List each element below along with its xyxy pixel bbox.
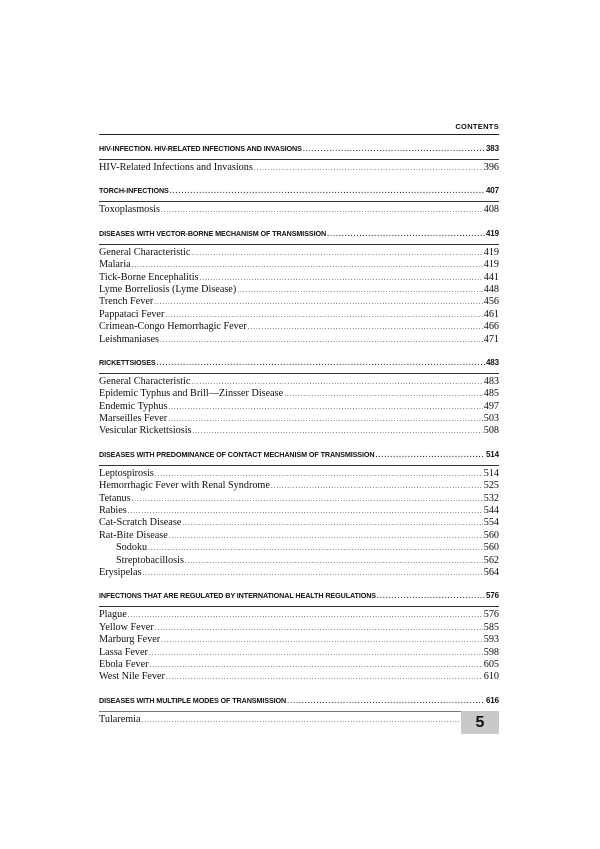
entry-label: Crimean-Congo Hemorrhagic Fever <box>99 321 247 333</box>
entry-page: 408 <box>483 204 499 216</box>
dot-leader <box>128 609 483 621</box>
dot-leader <box>142 714 483 726</box>
toc-entry[interactable] <box>99 659 499 671</box>
entry-page: 560 <box>483 529 499 541</box>
entry-label: Tularemia <box>99 713 141 725</box>
dot-leader <box>193 425 483 437</box>
toc-entry[interactable] <box>99 401 499 413</box>
entry-label: Lassa Fever <box>99 646 148 658</box>
entry-page: 483 <box>483 375 499 387</box>
dot-leader <box>168 401 482 413</box>
toc-entry[interactable] <box>99 530 499 542</box>
toc-section-hiv <box>99 144 499 174</box>
section-title: INFECTIONS THAT ARE REGULATED BY INTERNATIONAL HEALTH REGULATIONS <box>99 591 376 601</box>
entry-label: General Characteristic <box>99 375 191 387</box>
toc-entry[interactable] <box>99 284 499 296</box>
dot-leader <box>254 162 483 174</box>
entry-label: Toxoplasmosis <box>99 204 160 216</box>
section-heading[interactable] <box>99 229 499 245</box>
dot-leader <box>132 259 483 271</box>
section-page: 419 <box>485 228 499 238</box>
toc-entry[interactable] <box>99 671 499 683</box>
entry-page: 562 <box>483 554 499 566</box>
section-title: DISEASES WITH PREDOMINANCE OF CONTACT MECHANISM OF TRANSMISSION <box>99 449 375 459</box>
toc-entry[interactable] <box>99 247 499 259</box>
toc-entry[interactable] <box>99 204 499 216</box>
dot-leader <box>142 567 482 579</box>
section-heading[interactable] <box>99 186 499 202</box>
dot-leader <box>327 231 485 238</box>
entry-page: 598 <box>483 646 499 658</box>
section-page: 383 <box>485 144 499 153</box>
footer-rule <box>99 711 499 712</box>
section-page: 576 <box>485 591 499 601</box>
dot-leader <box>287 698 485 705</box>
toc-subentry[interactable] <box>99 542 499 554</box>
entry-page: 485 <box>483 388 499 400</box>
entry-label: Trench Fever <box>99 296 154 308</box>
entry-label: Endemic Typhus <box>99 400 168 412</box>
dot-leader <box>128 505 483 517</box>
section-heading[interactable] <box>99 591 499 607</box>
entry-page: 610 <box>483 671 499 683</box>
entry-page: 514 <box>483 467 499 479</box>
entry-label: Vesicular Rickettsiosis <box>99 425 192 437</box>
dot-leader <box>148 542 483 554</box>
section-page: 483 <box>485 357 499 367</box>
entry-page: 605 <box>483 658 499 670</box>
dot-leader <box>169 530 483 542</box>
toc-entry[interactable] <box>99 567 499 579</box>
toc-section-vector-borne <box>99 229 499 346</box>
dot-leader <box>150 659 483 671</box>
dot-leader <box>237 284 483 296</box>
toc-section-rickettsioses <box>99 358 499 438</box>
toc-entry[interactable] <box>99 272 499 284</box>
entry-page: 508 <box>483 425 499 437</box>
toc-entry[interactable] <box>99 296 499 308</box>
entry-label: Pappataci Fever <box>99 308 165 320</box>
entry-page: 441 <box>483 271 499 283</box>
entry-label: Marseilles Fever <box>99 413 168 425</box>
entry-page: 471 <box>483 333 499 345</box>
toc-section-contact <box>99 450 499 580</box>
entry-page: 456 <box>483 296 499 308</box>
entry-label: Erysipelas <box>99 566 142 578</box>
entry-page: 448 <box>483 283 499 295</box>
section-title: DISEASES WITH VECTOR-BORNE MECHANISM OF TRANSMISSION <box>99 228 327 238</box>
entry-page: 419 <box>483 259 499 271</box>
entry-label: Streptobacillosis <box>116 554 184 566</box>
toc-entry[interactable] <box>99 425 499 437</box>
entry-label: Epidemic Typhus and Brill—Zinsser Disease <box>99 388 284 400</box>
dot-leader <box>375 452 484 459</box>
entry-page: 525 <box>483 480 499 492</box>
entry-label: Rabies <box>99 505 127 517</box>
entry-label: Ebola Fever <box>99 658 149 670</box>
entry-page: 396 <box>483 162 499 173</box>
dot-leader <box>284 388 483 400</box>
entry-label: Yellow Fever <box>99 621 154 633</box>
dot-leader <box>191 376 482 388</box>
dot-leader <box>155 468 483 480</box>
section-title: TORCH-INFECTIONS <box>99 186 169 196</box>
section-page: 407 <box>485 186 499 196</box>
toc-entry[interactable] <box>99 634 499 646</box>
dot-leader <box>132 493 483 505</box>
toc-entry[interactable] <box>99 609 499 621</box>
entry-page: 585 <box>483 621 499 633</box>
section-title: DISEASES WITH MULTIPLE MODES OF TRANSMISSION <box>99 695 287 705</box>
dot-leader <box>248 321 483 333</box>
dot-leader <box>191 247 482 259</box>
dot-leader <box>182 517 482 529</box>
table-of-contents <box>99 144 499 738</box>
entry-label: Tick-Borne Encephalitis <box>99 271 199 283</box>
entry-label: Marburg Fever <box>99 634 161 646</box>
section-heading[interactable] <box>99 696 499 712</box>
entry-page: 576 <box>483 609 499 621</box>
entry-page: 564 <box>483 566 499 578</box>
dot-leader <box>161 634 483 646</box>
section-page: 616 <box>485 695 499 705</box>
dot-leader <box>200 272 483 284</box>
entry-page: 503 <box>483 413 499 425</box>
toc-entry[interactable] <box>99 388 499 400</box>
dot-leader <box>157 360 485 367</box>
toc-entry[interactable] <box>99 505 499 517</box>
entry-page: 593 <box>483 634 499 646</box>
section-title: RICKETTSIOSES <box>99 357 156 367</box>
toc-entry[interactable] <box>99 334 499 346</box>
dot-leader <box>149 647 483 659</box>
section-heading[interactable] <box>99 144 499 160</box>
entry-label: HIV-Related Infections and Invasions <box>99 162 253 173</box>
toc-entry[interactable] <box>99 162 499 174</box>
entry-page: 532 <box>483 492 499 504</box>
entry-page: 560 <box>483 542 499 554</box>
toc-entry[interactable] <box>99 517 499 529</box>
page-number-badge: 5 <box>461 711 499 734</box>
running-head: CONTENTS <box>455 122 499 131</box>
toc-entry[interactable] <box>99 647 499 659</box>
toc-entry[interactable] <box>99 376 499 388</box>
section-title: HIV-INFECTION. HIV-RELATED INFECTIONS AND INVASIONS <box>99 144 302 153</box>
entry-label: Sodoku <box>116 542 148 554</box>
toc-entry[interactable] <box>99 714 499 726</box>
entry-label: Tetanus <box>99 492 131 504</box>
toc-entry[interactable] <box>99 309 499 321</box>
toc-section-ihr <box>99 591 499 683</box>
toc-entry[interactable] <box>99 259 499 271</box>
toc-section-torch <box>99 186 499 216</box>
dot-leader <box>160 334 483 346</box>
toc-entry[interactable] <box>99 413 499 425</box>
section-page: 514 <box>485 449 499 459</box>
dot-leader <box>170 188 485 195</box>
entry-label: General Characteristic <box>99 246 191 258</box>
dot-leader <box>154 296 482 308</box>
entry-page: 544 <box>483 505 499 517</box>
toc-entry[interactable] <box>99 622 499 634</box>
dot-leader <box>303 146 485 153</box>
entry-label: West Nile Fever <box>99 671 165 683</box>
entry-label: Cat-Scratch Disease <box>99 517 182 529</box>
toc-entry[interactable] <box>99 480 499 492</box>
entry-page: 466 <box>483 321 499 333</box>
entry-label: Leishmaniases <box>99 333 159 345</box>
toc-entry[interactable] <box>99 493 499 505</box>
dot-leader <box>166 671 483 683</box>
entry-page: 497 <box>483 400 499 412</box>
toc-entry[interactable] <box>99 321 499 333</box>
section-heading[interactable] <box>99 358 499 374</box>
entry-page: 461 <box>483 308 499 320</box>
entry-label: Rat-Bite Disease <box>99 529 168 541</box>
entry-label: Hemorrhagic Fever with Renal Syndrome <box>99 480 270 492</box>
section-heading[interactable] <box>99 450 499 466</box>
entry-page: 554 <box>483 517 499 529</box>
dot-leader <box>155 622 483 634</box>
entry-label: Leptospirosis <box>99 467 154 479</box>
dot-leader <box>161 204 483 216</box>
entry-page: 419 <box>483 246 499 258</box>
entry-label: Lyme Borreliosis (Lyme Disease) <box>99 283 237 295</box>
toc-entry[interactable] <box>99 468 499 480</box>
toc-subentry[interactable] <box>99 555 499 567</box>
dot-leader <box>377 593 485 600</box>
entry-label: Plague <box>99 609 127 621</box>
dot-leader <box>165 309 482 321</box>
header-rule <box>99 134 499 135</box>
entry-label: Malaria <box>99 259 131 271</box>
dot-leader <box>168 413 483 425</box>
dot-leader <box>185 555 483 567</box>
dot-leader <box>271 480 483 492</box>
